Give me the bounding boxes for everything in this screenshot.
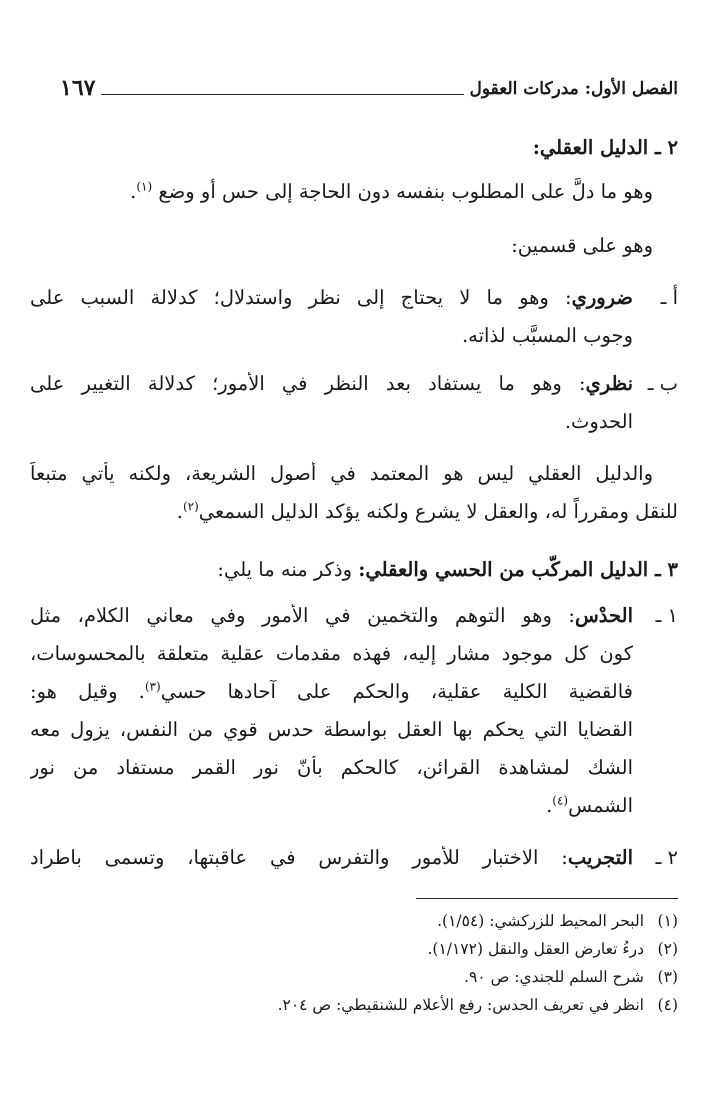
- footnote-ref-1[interactable]: (١): [136, 179, 153, 194]
- definition-line: [30, 180, 653, 203]
- item-2-text: : الاختبار للأمور والتفرس في عاقبتها، وتسمى باطراد: [30, 846, 568, 869]
- footnote-3-text: شرح السلم للجندي: ص ٩٠.: [464, 968, 644, 986]
- footnote-3-number: (٣): [657, 968, 678, 986]
- footnote-1-number: (١): [657, 912, 678, 930]
- item-2-marker: ٢ ـ: [655, 846, 678, 869]
- footnote-1: [30, 912, 678, 930]
- paragraph-line1: والدليل العقلي ليس هو المعتمد في أصول الشريعة، ولكنه يأتي متبعاً: [30, 462, 653, 485]
- footnote-1-text: البحر المحيط للزركشي: (١/٥٤).: [437, 912, 644, 930]
- item-b-marker: ب ـ: [647, 372, 678, 395]
- definition-text: وهو ما دلَّ على المطلوب بنفسه دون الحاجة إلى حس أو وضع: [158, 180, 653, 203]
- section3-heading-rest: وذكر منه ما يلي:: [217, 558, 359, 581]
- item-a-marker: أ ـ: [660, 286, 678, 309]
- running-header: [60, 66, 678, 100]
- paragraph-text: للنقل ومقرراً له، والعقل لا يشرع ولكنه يؤكد الدليل السمعي: [198, 500, 678, 523]
- item-1-line3-end: . وقيل هو:: [30, 680, 145, 703]
- item-b-text: : وهو ما يستفاد بعد النظر في الأمور؛ كدلالة التغيير على: [30, 372, 586, 395]
- item-a-line1: [30, 286, 633, 318]
- item-1-line3: [30, 680, 633, 712]
- footnote-ref-2[interactable]: (٢): [182, 499, 199, 514]
- types-intro: وهو على قسمين:: [511, 234, 653, 257]
- item-1-line4: القضايا التي يحكم بها العقل بواسطة حدس قوي من النفس، يزول معه: [30, 718, 633, 741]
- item-1-line1: [30, 604, 633, 636]
- item-b-line2: الحدوث.: [564, 410, 633, 433]
- item-b-line1: [30, 372, 633, 404]
- footnote-4-number: (٤): [657, 996, 678, 1014]
- item-1-line3-text: فالقضية الكلية عقلية، والحكم على آحادها حسي: [160, 680, 633, 703]
- footnote-2-text: درءُ تعارض العقل والنقل (١/١٧٢).: [427, 940, 644, 958]
- item-1-marker: ١ ـ: [655, 604, 678, 627]
- item-1-line5: الشك لمشاهدة القرائن، كالحكم بأنّ نور القمر مستفاد من نور: [30, 756, 633, 779]
- section3-heading: ٣ ـ الدليل المركّب من الحسي والعقلي:: [358, 558, 678, 581]
- paragraph-line2: [30, 500, 678, 523]
- footnote-4: [30, 996, 678, 1014]
- header-rule: [101, 94, 463, 95]
- item-a-line2: وجوب المسبَّب لذاته.: [461, 324, 633, 347]
- item-1-line6-text: الشمس: [568, 794, 633, 817]
- chapter-title: الفصل الأول: مدركات العقول: [469, 79, 678, 99]
- footnote-separator: [416, 898, 678, 899]
- footnote-2-number: (٢): [657, 940, 678, 958]
- footnote-4-text: انظر في تعريف الحدس: رفع الأعلام للشنقيطي: ص ٢٠٤.: [277, 996, 644, 1014]
- definition-end: .: [130, 180, 137, 203]
- section-heading-rational-evidence: ٢ ـ الدليل العقلي:: [532, 136, 678, 159]
- footnote-2: [30, 940, 678, 958]
- footnote-ref-3[interactable]: (٣): [144, 680, 161, 694]
- page-number: ١٦٧: [60, 75, 96, 101]
- item-b-term: نظري: [585, 372, 633, 395]
- footnote-3: [30, 968, 678, 986]
- item-a-text: : وهو ما لا يحتاج إلى نظر واستدلال؛ كدلالة السبب على: [30, 286, 572, 309]
- item-2-line1: [30, 846, 633, 878]
- item-1-line6: [30, 794, 633, 817]
- item-a-term: ضروري: [571, 286, 633, 309]
- item-1-text: : وهو التوهم والتخمين في الأمور وفي معاني الكلام، مثل: [30, 604, 575, 627]
- section-heading-composite-evidence: [30, 558, 678, 581]
- item-1-line6-end: .: [546, 794, 553, 817]
- item-1-line2: كون كل موجود مشار إليه، فهذه مقدمات عقلية متعلقة بالمحسوسات،: [30, 642, 633, 665]
- item-2-term: التجريب: [567, 846, 633, 869]
- footnote-ref-4[interactable]: (٤): [552, 793, 569, 808]
- paragraph-end: .: [176, 500, 183, 523]
- item-1-term: الحدْس: [575, 604, 633, 627]
